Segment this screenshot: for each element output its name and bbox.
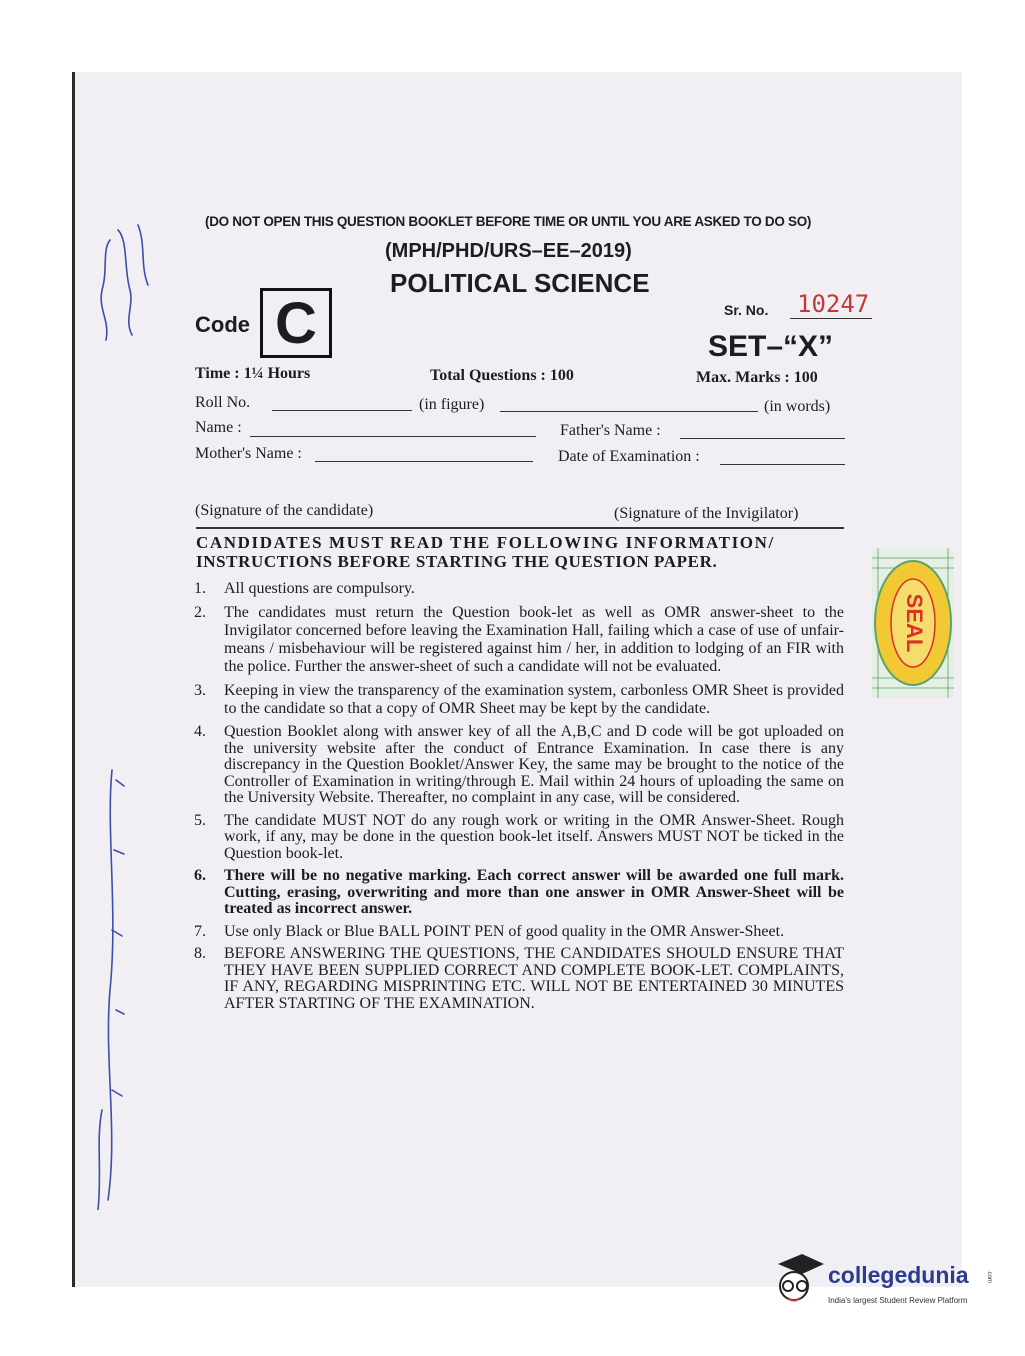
collegedunia-tagline: India's largest Student Review Platform	[828, 1296, 968, 1305]
time-info: Time : 1¼ Hours	[195, 365, 311, 382]
serial-number-line	[790, 318, 872, 319]
instruction-item: 4. Question Booklet along with answer key of all the A,B,C and D code will be got uploaded on the university website after the conduct of Entrance Examination. In case there is any discrepancy in the Question Booklet/Answer Key, the same may be brought to the notice of the Controller of Examination in writing/through E. Mail within 24 hours of uploading the same on the University Website. Thereafter, no complaint in any case, will be considered.	[194, 723, 844, 806]
collegedunia-mascot-icon	[772, 1250, 826, 1310]
instruction-item: 6. There will be no negative marking. Each correct answer will be awarded one full mark. Cutting, erasing, overwriting and more than one answer in OMR Answer-Sheet will be treated as incorrect answer.	[194, 867, 844, 917]
invigilator-signature-label: (Signature of the Invigilator)	[614, 505, 799, 522]
in-figure-label: (in figure)	[419, 396, 485, 413]
instruction-item: 1. All questions are compulsory.	[194, 580, 415, 597]
signature-divider	[196, 527, 844, 529]
name-line	[250, 436, 536, 437]
max-marks-info: Max. Marks : 100	[696, 369, 818, 386]
code-box: C	[260, 288, 332, 358]
confidential-seal-icon	[872, 548, 954, 698]
fathers-name-label: Father's Name :	[560, 422, 661, 439]
fathers-name-line	[680, 438, 845, 439]
candidate-signature-label: (Signature of the candidate)	[195, 502, 374, 519]
instructions-list	[194, 580, 844, 1018]
instruction-item: 5. The candidate MUST NOT do any rough work or writing in the OMR Answer-Sheet. Rough work, if any, may be done in the question book-let itself. Answers MUST NOT be ticked in the Question book-let.	[194, 811, 844, 862]
page-edge	[72, 72, 75, 1287]
subject-title: POLITICAL SCIENCE	[390, 268, 650, 298]
instruction-item: 3. Keeping in view the transparency of the examination system, carbonless OMR Sheet is provided to the candidate so that a copy of OMR Sheet may be kept by the candidate.	[194, 682, 844, 717]
svg-text:SEAL: SEAL	[902, 593, 928, 653]
serial-number-label: Sr. No.	[724, 302, 769, 318]
collegedunia-logo-text: collegedunia	[828, 1262, 969, 1288]
exam-title: (MPH/PHD/URS–EE–2019)	[385, 240, 632, 262]
date-of-exam-label: Date of Examination :	[558, 448, 700, 465]
roll-no-words-line	[500, 411, 758, 412]
roll-no-label: Roll No.	[195, 394, 251, 411]
logo-com-suffix: .com	[986, 1270, 992, 1284]
name-label: Name :	[195, 419, 242, 436]
instructions-heading-line-2: INSTRUCTIONS BEFORE STARTING THE QUESTION PAPER.	[196, 552, 718, 571]
in-words-label: (in words)	[764, 398, 831, 415]
instruction-item: 8. BEFORE ANSWERING THE QUESTIONS, THE CANDIDATES SHOULD ENSURE THAT THEY HAVE BEEN SUPPLIED CORRECT AND COMPLETE BOOK-LET. COMPLAINTS, IF ANY, REGARDING MISPRINTING ETC. WILL NOT BE ENTERTAINED 30 MINUTES AFTER STARTING OF THE EXAMINATION.	[194, 945, 844, 1012]
instructions-heading-line-1: CANDIDATES MUST READ THE FOLLOWING INFORMATION/	[196, 533, 775, 552]
serial-number-value: 10247	[797, 290, 870, 318]
set-label: SET–“X”	[708, 330, 834, 363]
roll-no-figure-line	[272, 410, 412, 411]
code-label: Code	[195, 312, 250, 337]
mothers-name-line	[315, 461, 533, 462]
mothers-name-label: Mother's Name :	[195, 445, 302, 462]
instruction-item: 7. Use only Black or Blue BALL POINT PEN of good quality in the OMR Answer-Sheet.	[194, 922, 785, 940]
total-questions-info: Total Questions : 100	[430, 367, 574, 384]
instruction-item: 2. The candidates must return the Question book-let as well as OMR answer-sheet to the Invigilator concerned before leaving the Examination Hall, failing which a case of use of unfair-means / misbehaviour will be registered against him / her, in addition to lodging of an FIR with the police. Further the answer-sheet of such a candidate will not be evaluated.	[194, 604, 844, 675]
instructions-heading	[196, 533, 846, 571]
do-not-open-warning: (DO NOT OPEN THIS QUESTION BOOKLET BEFORE TIME OR UNTIL YOU ARE ASKED TO DO SO)	[205, 214, 812, 229]
date-of-exam-line	[720, 464, 845, 465]
handwritten-margin-notes	[88, 210, 168, 1210]
